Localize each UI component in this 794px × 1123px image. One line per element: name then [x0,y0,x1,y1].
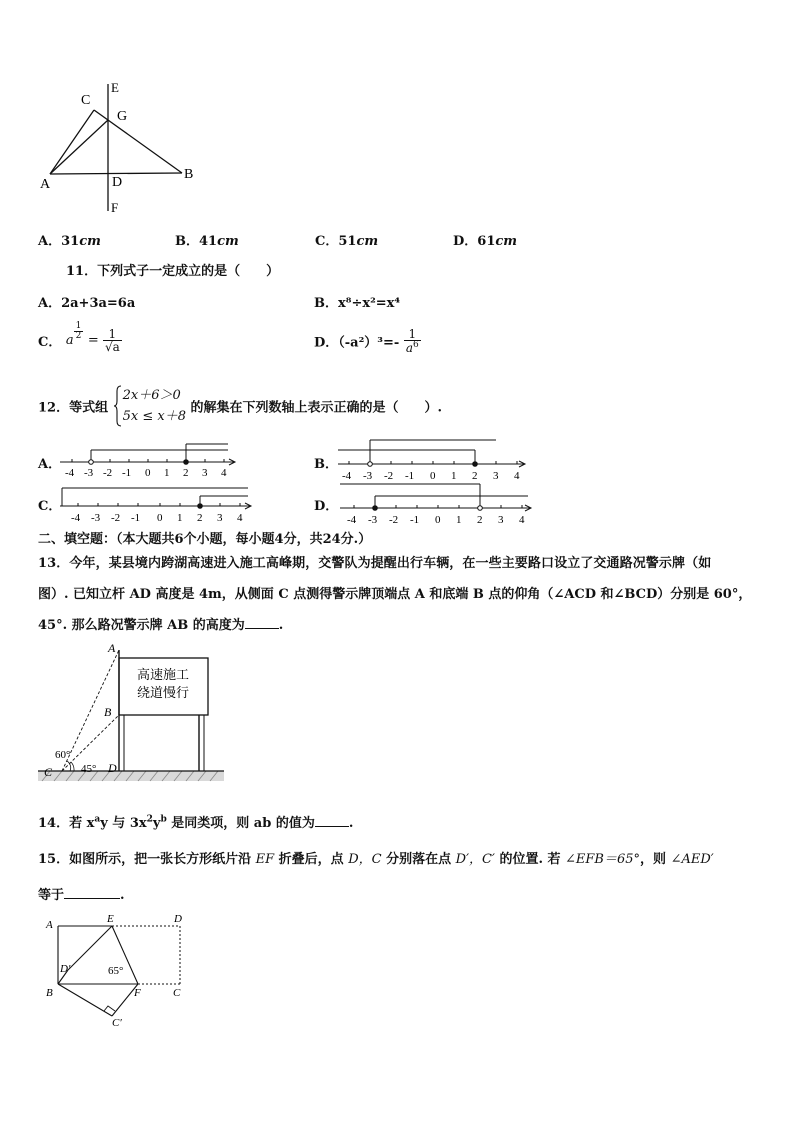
svg-text:A: A [108,641,116,655]
svg-text:-3: -3 [84,467,94,479]
q10-triangle-figure [36,78,206,218]
section2-heading: 二、填空题：（本大题共6个小题，每小题4分，共24分.） [38,532,372,547]
q10-option-d[interactable]: D．61cm [453,234,518,249]
svg-text:-4: -4 [65,467,75,479]
q11-option-a[interactable]: A．2a+3a=6a [38,296,136,311]
d-rhs-fraction: $\frac{1}{a^6}$ [405,327,419,355]
svg-text:1: 1 [456,514,462,526]
q11-option-c[interactable]: C． a $\frac{1}{2}$ = $\frac{1}{√a}$ [38,321,120,354]
svg-text:2: 2 [183,467,189,479]
svg-text:2: 2 [477,514,483,526]
svg-text:3: 3 [498,514,504,526]
number-line-a[interactable] [58,440,238,480]
svg-text:-2: -2 [384,470,394,482]
svg-text:C′: C′ [112,1017,122,1029]
q10-option-c[interactable]: C．51cm [315,234,379,249]
q12-option-b-letter[interactable]: B． [314,457,338,472]
q10-option-b[interactable]: B．41cm [175,234,239,249]
q13-sign-figure [38,640,226,800]
q15-line1: 15．如图所示，把一张长方形纸片沿 EF 折叠后，点 D，C 分别落在点 D′，C′ 的位置. 若 ∠EFB＝65°，则 ∠AED′ [38,852,714,867]
number-line-d[interactable] [338,480,534,526]
svg-text:-3: -3 [363,470,373,482]
svg-text:F: F [134,987,141,999]
q14-answer-blank[interactable] [315,814,349,827]
inequality-system: 2x＋6＞0 5x ≤ x＋8 [113,385,186,427]
svg-text:2: 2 [472,470,478,482]
svg-text:E: E [107,913,114,925]
svg-text:4: 4 [221,467,227,479]
label-D: D [112,175,123,190]
svg-text:C: C [173,987,181,999]
q13-line2: 图）. 已知立杆 AD 高度是 4m，从侧面 C 点测得警示牌顶端点 A 和底端 B 点的仰角（∠ACD 和∠BCD）分别是 60°， [38,587,752,602]
label-B: B [184,167,194,182]
q13-line1: 13．今年，某县境内跨湖高速进入施工高峰期，交警队为提醒出行车辆，在一些主要路口设立了交通路况警示牌（如 [38,556,712,571]
line-CB [94,110,182,173]
svg-text:3: 3 [493,470,499,482]
q10-option-a[interactable]: A．31cm [38,234,101,249]
q12-stem: 12．等式组 2x＋6＞0 5x ≤ x＋8 的解集在下列数轴上表示正确的是（ ）. [38,385,442,429]
label-E: E [111,80,119,95]
svg-text:0: 0 [435,514,441,526]
q12-option-a-letter[interactable]: A． [38,457,62,472]
number-line-c[interactable] [58,484,254,526]
q11-option-d[interactable]: D．（-a²）³=- $\frac{1}{a^6}$ [314,327,419,355]
svg-text:0: 0 [157,512,163,524]
left-brace-icon [113,385,123,427]
svg-text:1: 1 [177,512,183,524]
svg-text:-2: -2 [111,512,121,524]
svg-text:-1: -1 [410,514,420,526]
svg-text:65°: 65° [108,965,124,977]
line-AC [50,110,94,174]
svg-text:D: D [174,913,182,925]
q12-option-d-letter[interactable]: D． [314,499,339,514]
label-G: G [117,109,128,124]
svg-text:-2: -2 [103,467,113,479]
svg-text:-4: -4 [342,470,352,482]
svg-text:1: 1 [164,467,170,479]
sign-line-2: 绕道慢行 [136,685,190,700]
svg-text:-3: -3 [91,512,101,524]
sign-line-1: 高速施工 [136,667,190,682]
q11-option-b[interactable]: B．x⁸÷x²=x⁴ [314,296,401,311]
q14-stem: 14．若 $x^ay$ 与 $3x^2y^b$ 是同类项，则 ab 的值为 . [38,814,354,831]
svg-text:60°: 60° [55,749,71,761]
svg-text:0: 0 [145,467,151,479]
svg-text:3: 3 [217,512,223,524]
q15-answer-blank[interactable] [64,886,120,899]
c-exponent-fraction: $\frac{1}{2}$ [75,321,82,341]
svg-text:D′: D′ [60,963,71,975]
svg-text:-4: -4 [71,512,81,524]
number-line-b[interactable] [336,436,528,482]
svg-text:-4: -4 [347,514,357,526]
q11-stem: 11．下列式子一定成立的是（ ） [66,264,280,279]
label-A: A [40,177,51,192]
svg-text:45°: 45° [81,763,97,775]
svg-text:-1: -1 [131,512,141,524]
svg-text:B: B [46,987,53,999]
svg-text:D: D [108,761,117,775]
line-AB [50,173,182,174]
svg-text:2: 2 [197,512,203,524]
svg-text:-1: -1 [122,467,132,479]
svg-text:-1: -1 [405,470,415,482]
label-F: F [111,200,119,215]
svg-text:4: 4 [514,470,520,482]
svg-text:4: 4 [519,514,525,526]
svg-text:0: 0 [430,470,436,482]
c-rhs-fraction: $\frac{1}{√a}$ [104,327,120,354]
q12-option-c-letter[interactable]: C． [38,499,62,514]
svg-text:1: 1 [451,470,457,482]
label-C: C [81,93,91,108]
svg-text:-3: -3 [368,514,378,526]
q15-fold-figure [40,910,200,1034]
svg-text:A: A [46,919,53,931]
q15-line2: 等于 . [38,888,125,903]
q13-answer-blank[interactable] [245,616,279,629]
svg-text:C: C [44,765,53,779]
svg-text:4: 4 [237,512,243,524]
svg-text:3: 3 [202,467,208,479]
svg-text:-2: -2 [389,514,399,526]
svg-text:B: B [104,705,112,719]
line-AG [50,120,108,174]
q13-line3: 45°. 那么路况警示牌 AB 的高度为 . [38,618,284,633]
